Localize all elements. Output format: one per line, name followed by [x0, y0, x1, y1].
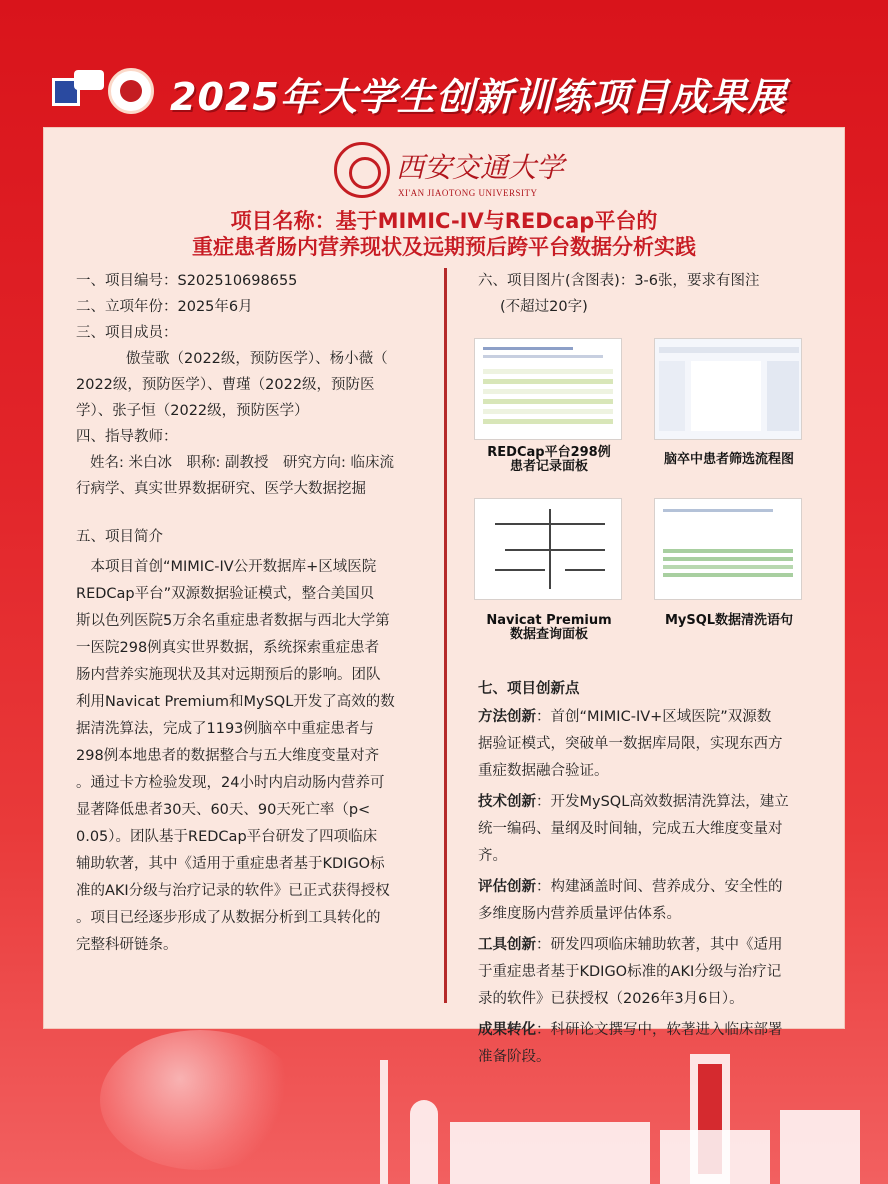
innovation-line: 统一编码、量纲及时间轴，完成五大维度变量对 [478, 821, 783, 837]
intro-line: 本项目首创“MIMIC-IV公开数据库+区域医院 [76, 559, 377, 575]
members-line: 傲莹歌（2022级，预防医学）、杨小薇（ [126, 351, 388, 367]
images-heading-note: (不超过20字) [500, 299, 588, 315]
project-title-line2: 重症患者肠内营养现状及远期预后跨平台数据分析实践 [192, 235, 696, 259]
members-line: 学）、张子恒（2022级，预防医学） [76, 403, 309, 419]
building-icon [450, 1122, 650, 1184]
innovation-list [478, 704, 828, 1071]
innovation-text: ：研发四项临床辅助软著，其中《适用 [536, 937, 783, 953]
institute-logo-mark-icon [74, 70, 104, 90]
innovation-text: ：科研论文撰写中，软著进入临床部署 [536, 1022, 783, 1038]
advisor-line: 姓名: 米白冰 职称: 副教授 研究方向: 临床流 [90, 455, 394, 471]
caption-line: REDCap平台298例 [487, 445, 611, 460]
innovation-label: 方法创新 [478, 709, 536, 725]
right-column [478, 268, 828, 1071]
intro-line: 辅助软著，其中《适用于重症患者基于KDIGO标 [76, 856, 385, 872]
intro-line: 显著降低患者30天、60天、90天死亡率（p< [76, 802, 371, 818]
project-year: 二、立项年份：2025年6月 [76, 299, 253, 315]
skyline-decoration [0, 1030, 888, 1184]
image-row [483, 409, 613, 414]
intro-line: REDCap平台”双源数据验证模式，整合美国贝 [76, 586, 375, 602]
image-row [483, 389, 613, 394]
caption-line: 数据查询面板 [509, 627, 588, 642]
left-column [76, 268, 426, 959]
innovation-item [478, 874, 828, 901]
image-row [663, 549, 793, 553]
banner [0, 60, 888, 128]
intro-line: 肠内营养实施现状及其对远期预后的影响。团队 [76, 667, 381, 683]
project-number: 一、项目编号：S202510698655 [76, 273, 298, 289]
innovation-line: 齐。 [478, 848, 507, 864]
image-row [659, 361, 685, 431]
innovation-line: 准备阶段。 [478, 1049, 551, 1065]
image-row [659, 347, 799, 353]
innovation-label: 评估创新 [478, 879, 536, 895]
intro-line: 准的AKI分级与治疗记录的软件》已正式获得授权 [76, 883, 390, 899]
innovation-text: ：开发MySQL高效数据清洗算法，建立 [536, 794, 789, 810]
image-row [663, 565, 793, 569]
university-logo [334, 142, 564, 204]
innovation-line: 多维度肠内营养质量评估体系。 [478, 906, 681, 922]
mysql-cleaning-image [654, 498, 802, 600]
column-divider [444, 268, 447, 1003]
stroke-flowchart-image [654, 338, 802, 440]
image-grid [478, 328, 828, 668]
poster-panel [44, 128, 844, 1065]
intro-heading: 五、项目简介 [76, 529, 163, 545]
intro-line: 298例本地患者的数据整合与五大维度变量对齐 [76, 748, 380, 764]
advisor-heading: 四、指导教师： [76, 429, 178, 445]
banner-logos [52, 68, 162, 112]
intro-line: 斯以色列医院5万余名重症患者数据与西北大学第 [76, 613, 390, 629]
image-row [767, 361, 799, 431]
university-name-en: XI'AN JIAOTONG UNIVERSITY [398, 188, 538, 198]
intro-text [76, 554, 426, 959]
university-seal-icon [108, 68, 154, 114]
intro-line: 完整科研链条。 [76, 937, 178, 953]
image-row [663, 573, 793, 577]
image-caption [644, 453, 814, 467]
caption-line: 脑卒中患者筛选流程图 [663, 452, 794, 467]
image-line [565, 569, 605, 571]
image-row [663, 557, 793, 561]
caption-line: MySQL数据清洗语句 [664, 613, 794, 628]
redcap-panel-image [474, 338, 622, 440]
caption-line: 患者记录面板 [509, 459, 588, 474]
image-row [483, 355, 603, 358]
intro-line: 0.05）。团队基于REDCap平台研发了四项临床 [76, 829, 378, 845]
innovation-text: ：构建涵盖时间、营养成分、安全性的 [536, 879, 783, 895]
innovation-line: 于重症患者基于KDIGO标准的AKI分级与治疗记 [478, 964, 782, 980]
caption-line: Navicat Premium [486, 613, 612, 628]
innovation-label: 技术创新 [478, 794, 536, 810]
image-line [495, 569, 545, 571]
images-heading: 六、项目图片(含图表)：3-6张，要求有图注 [478, 273, 760, 289]
image-row [483, 379, 613, 384]
building-icon [780, 1110, 860, 1184]
intro-line: 一医院298例真实世界数据，系统探索重症患者 [76, 640, 380, 656]
innovation-label: 工具创新 [478, 937, 536, 953]
intro-line: 。项目已经逐步形成了从数据分析到工具转化的 [76, 910, 381, 926]
university-name-cn: 西安交通大学 [396, 151, 565, 184]
image-caption [464, 614, 634, 642]
image-row [483, 369, 613, 374]
image-row [663, 509, 773, 512]
innovation-text: ：首创“MIMIC-IV+区域医院”双源数 [536, 709, 772, 725]
image-row [483, 419, 613, 424]
innovation-heading: 七、项目创新点 [478, 681, 580, 697]
spacer [76, 502, 426, 524]
building-icon [660, 1130, 770, 1184]
navicat-panel-image [474, 498, 622, 600]
innovation-label: 成果转化 [478, 1022, 536, 1038]
image-row [483, 399, 613, 404]
image-caption [644, 614, 814, 628]
monument-icon [410, 1100, 438, 1184]
innovation-line: 重症数据融合验证。 [478, 763, 609, 779]
advisor-line: 行病学、真实世界数据研究、医学大数据挖掘 [76, 481, 366, 497]
members-heading: 三、项目成员： [76, 325, 178, 341]
image-caption [464, 446, 634, 474]
project-title-line1: 项目名称：基于MIMIC-IV与REDcap平台的 [230, 209, 658, 233]
intro-line: 。通过卡方检验发现，24小时内启动肠内营养可 [76, 775, 385, 791]
university-seal-icon [334, 142, 390, 198]
banner-title: 2025年大学生创新训练项目成果展 [170, 75, 787, 119]
tower-icon [380, 1060, 388, 1184]
innovation-item [478, 704, 828, 731]
innovation-item [478, 789, 828, 816]
innovation-item [478, 932, 828, 959]
image-row [691, 361, 761, 431]
members-line: 2022级，预防医学）、曹瑾（2022级，预防医 [76, 377, 375, 393]
image-row [483, 347, 573, 350]
innovation-line: 据验证模式，突破单一数据库局限，实现东西方 [478, 736, 783, 752]
intro-line: 利用Navicat Premium和MySQL开发了高效的数 [76, 694, 395, 710]
innovation-line: 录的软件》已获授权（2026年3月6日）。 [478, 991, 744, 1007]
image-line [505, 549, 605, 551]
intro-line: 据清洗算法，完成了1193例脑卒中重症患者与 [76, 721, 374, 737]
